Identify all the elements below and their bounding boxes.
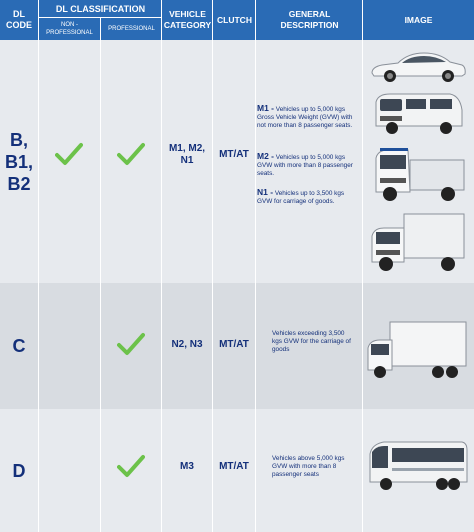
check-icon (38, 140, 100, 168)
vehicle-category-d: M3 (180, 461, 194, 472)
van-icon (370, 90, 466, 136)
check-icon (100, 140, 162, 168)
description-label: N1 - (257, 187, 274, 197)
clutch-c: MT/AT (219, 339, 249, 350)
col-divider (38, 40, 39, 532)
header-vehicle-category: VEHICLE CATEGORY (161, 0, 213, 40)
vehicle-category-b: M1, M2, N1 (168, 143, 206, 166)
check-icon (100, 452, 162, 480)
description-label: M1 - (257, 103, 274, 113)
header-dl-classification: DL CLASSIFICATION (38, 0, 162, 18)
large-truck-icon (366, 320, 468, 380)
header-dl-code: DL CODE (0, 0, 38, 40)
dl-code-d: D (12, 460, 26, 481)
description-text: Vehicles up to 3,500 kgs GVW for carriage of goods. (257, 190, 345, 205)
description-m1 (257, 104, 360, 130)
description-label: M2 - (257, 151, 274, 161)
description-n1 (257, 188, 360, 206)
description-m2 (257, 152, 360, 178)
header-image: IMAGE (362, 0, 474, 40)
check-icon (100, 330, 162, 358)
dl-code-c: C (12, 336, 26, 356)
bus-icon (366, 438, 470, 496)
header-non-professional: NON - PROFESSIONAL (38, 18, 100, 40)
col-divider (362, 40, 363, 532)
small-truck-icon (370, 142, 466, 204)
description-text: Vehicles up to 5,000 kgs Gross Vehicle Weight (GVW) with not more than 8 passenger seats. (257, 106, 353, 129)
description-c: Vehicles exceeding 3,500 kgs GVW for the carriage of goods (272, 330, 351, 353)
box-truck-icon (368, 210, 466, 274)
clutch-b: MT/AT (219, 149, 249, 160)
clutch-d: MT/AT (219, 461, 249, 472)
description-d: Vehicles above 5,000 kgs GVW with more than 8 passenger seats (272, 455, 345, 478)
header-clutch: CLUTCH (212, 0, 256, 40)
sedan-icon (368, 47, 468, 85)
dl-code-b: B, B1, B2 (4, 129, 33, 194)
header-general-description: GENERAL DESCRIPTION (255, 0, 363, 40)
header-professional: PROFESSIONAL (100, 18, 162, 40)
description-text: Vehicles up to 5,000 kgs GVW with more than 8 passenger seats. (257, 154, 353, 177)
vehicle-category-c: N2, N3 (171, 339, 203, 350)
